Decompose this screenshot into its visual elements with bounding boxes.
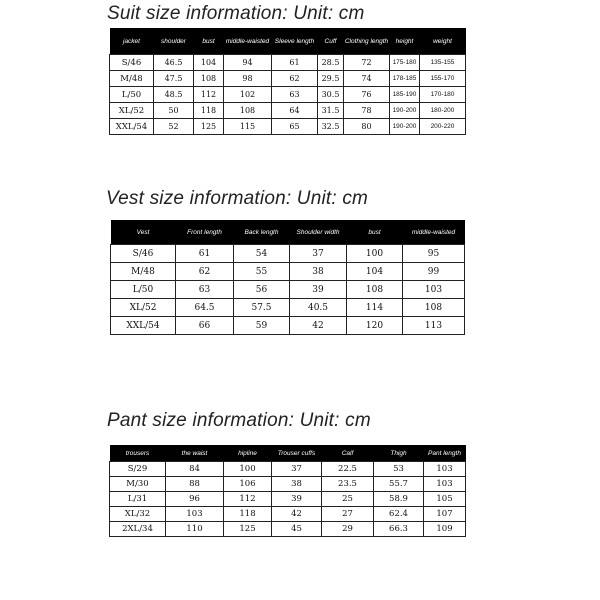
table-cell: 29 [322,522,374,537]
table-cell: 175-180 [390,55,420,71]
table-cell: 45 [272,522,322,537]
vest-header-back-length: Back length [234,220,290,245]
table-cell: 108 [347,281,403,299]
suit-size-table [109,28,466,135]
table-cell: 23.5 [322,477,374,492]
table-cell: 39 [272,492,322,507]
table-cell: 125 [194,119,224,135]
vest-size-title: Vest size information: Unit: cm [106,188,369,209]
table-cell: 27 [322,507,374,522]
table-cell: 25 [322,492,374,507]
table-cell: 66 [176,317,234,335]
table-row [110,492,466,507]
vest-header-middle-waisted: middle-waisted [403,220,465,245]
table-cell: 62.4 [374,507,424,522]
table-cell: 103 [403,281,465,299]
table-cell: 107 [424,507,466,522]
table-cell: 120 [347,317,403,335]
pant-header-calf: Calf [322,445,374,462]
table-cell: 22.5 [322,462,374,477]
table-cell: L/50 [111,281,176,299]
table-cell: 59 [234,317,290,335]
table-cell: S/46 [110,55,154,71]
table-cell: M/48 [110,71,154,87]
table-row [111,317,465,335]
table-cell: XXL/54 [110,119,154,135]
table-cell: S/29 [110,462,166,477]
table-cell: 88 [166,477,224,492]
suit-header-sleeve-length: Sleeve length [272,28,318,55]
pant-header-hipline: hipline [224,445,272,462]
table-row [111,281,465,299]
pant-size-table [109,445,466,537]
table-cell: 103 [424,462,466,477]
table-cell: XXL/54 [111,317,176,335]
table-cell: 37 [290,245,347,263]
table-cell: 52 [154,119,194,135]
table-row [111,245,465,263]
table-cell: 155-170 [420,71,466,87]
suit-header-middle-waisted: middle-waisted [224,28,272,55]
table-cell: 48.5 [154,87,194,103]
table-row [110,55,466,71]
table-cell: 57.5 [234,299,290,317]
vest-header-row [111,220,465,245]
table-row [110,119,466,135]
vest-header-bust: bust [347,220,403,245]
table-cell: 80 [344,119,390,135]
table-cell: 109 [424,522,466,537]
table-cell: 37 [272,462,322,477]
table-cell: 30.5 [318,87,344,103]
table-cell: 56 [234,281,290,299]
table-cell: 28.5 [318,55,344,71]
table-cell: 102 [224,87,272,103]
table-cell: 190-200 [390,119,420,135]
table-cell: 96 [166,492,224,507]
table-cell: 125 [224,522,272,537]
suit-header-jacket: jacket [110,28,154,55]
table-cell: 64.5 [176,299,234,317]
table-cell: 55.7 [374,477,424,492]
table-cell: 108 [403,299,465,317]
pant-header-waist: the waist [166,445,224,462]
table-row [110,462,466,477]
table-cell: 103 [166,507,224,522]
table-cell: XL/52 [110,103,154,119]
table-cell: 76 [344,87,390,103]
table-cell: 98 [224,71,272,87]
table-row [110,477,466,492]
table-cell: 2XL/34 [110,522,166,537]
table-cell: 100 [347,245,403,263]
table-cell: M/48 [111,263,176,281]
pant-header-thigh: Thigh [374,445,424,462]
table-cell: 118 [224,507,272,522]
table-cell: 118 [194,103,224,119]
table-row [110,522,466,537]
table-cell: 72 [344,55,390,71]
table-cell: 106 [224,477,272,492]
table-cell: 63 [272,87,318,103]
pant-header-trouser-cuffs: Trouser cuffs [272,445,322,462]
table-cell: 62 [176,263,234,281]
table-cell: 62 [272,71,318,87]
pant-header-row [110,445,466,462]
table-row [110,71,466,87]
suit-header-clothing-length: Clothing length [344,28,390,55]
table-cell: 66.3 [374,522,424,537]
table-cell: 190-200 [390,103,420,119]
table-cell: 40.5 [290,299,347,317]
table-row [110,103,466,119]
table-cell: 32.5 [318,119,344,135]
table-cell: 29.5 [318,71,344,87]
table-cell: 112 [194,87,224,103]
suit-header-cuff: Cuff [318,28,344,55]
table-cell: 115 [224,119,272,135]
table-cell: 178-185 [390,71,420,87]
table-cell: 95 [403,245,465,263]
pant-size-title: Pant size information: Unit: cm [107,410,371,431]
table-row [110,507,466,522]
table-cell: 38 [272,477,322,492]
table-cell: 61 [272,55,318,71]
table-cell: 74 [344,71,390,87]
table-cell: 54 [234,245,290,263]
suit-header-weight: weight [420,28,466,55]
table-cell: 100 [224,462,272,477]
table-cell: 135-155 [420,55,466,71]
table-cell: 170-180 [420,87,466,103]
table-cell: 99 [403,263,465,281]
table-cell: 105 [424,492,466,507]
table-cell: 65 [272,119,318,135]
table-cell: 42 [290,317,347,335]
table-row [110,87,466,103]
vest-header-shoulder-width: Shoulder width [290,220,347,245]
table-cell: L/31 [110,492,166,507]
table-cell: 104 [194,55,224,71]
table-cell: 185-190 [390,87,420,103]
table-cell: L/50 [110,87,154,103]
vest-size-table [110,220,465,335]
pant-header-trousers: trousers [110,445,166,462]
suit-header-row [110,28,466,55]
table-cell: 78 [344,103,390,119]
suit-size-title: Suit size information: Unit: cm [107,3,365,24]
table-cell: 31.5 [318,103,344,119]
table-cell: 64 [272,103,318,119]
table-cell: 113 [403,317,465,335]
pant-header-pant-length: Pant length [424,445,466,462]
table-cell: 104 [347,263,403,281]
table-cell: 42 [272,507,322,522]
table-row [111,299,465,317]
table-cell: 94 [224,55,272,71]
table-cell: 112 [224,492,272,507]
table-cell: 38 [290,263,347,281]
table-cell: 108 [224,103,272,119]
table-cell: 84 [166,462,224,477]
vest-header-vest: Vest [111,220,176,245]
table-cell: 114 [347,299,403,317]
table-cell: 200-220 [420,119,466,135]
table-cell: 103 [424,477,466,492]
table-cell: 63 [176,281,234,299]
suit-header-shoulder: shoulder [154,28,194,55]
table-cell: S/46 [111,245,176,263]
table-cell: M/30 [110,477,166,492]
table-cell: 50 [154,103,194,119]
table-cell: 110 [166,522,224,537]
table-cell: 53 [374,462,424,477]
table-cell: 47.5 [154,71,194,87]
table-cell: 61 [176,245,234,263]
table-cell: 55 [234,263,290,281]
table-cell: 180-200 [420,103,466,119]
table-cell: XL/32 [110,507,166,522]
table-row [111,263,465,281]
table-cell: XL/52 [111,299,176,317]
table-cell: 39 [290,281,347,299]
suit-header-height: height [390,28,420,55]
suit-header-bust: bust [194,28,224,55]
table-cell: 58.9 [374,492,424,507]
vest-header-front-length: Front length [176,220,234,245]
table-cell: 46.5 [154,55,194,71]
table-cell: 108 [194,71,224,87]
